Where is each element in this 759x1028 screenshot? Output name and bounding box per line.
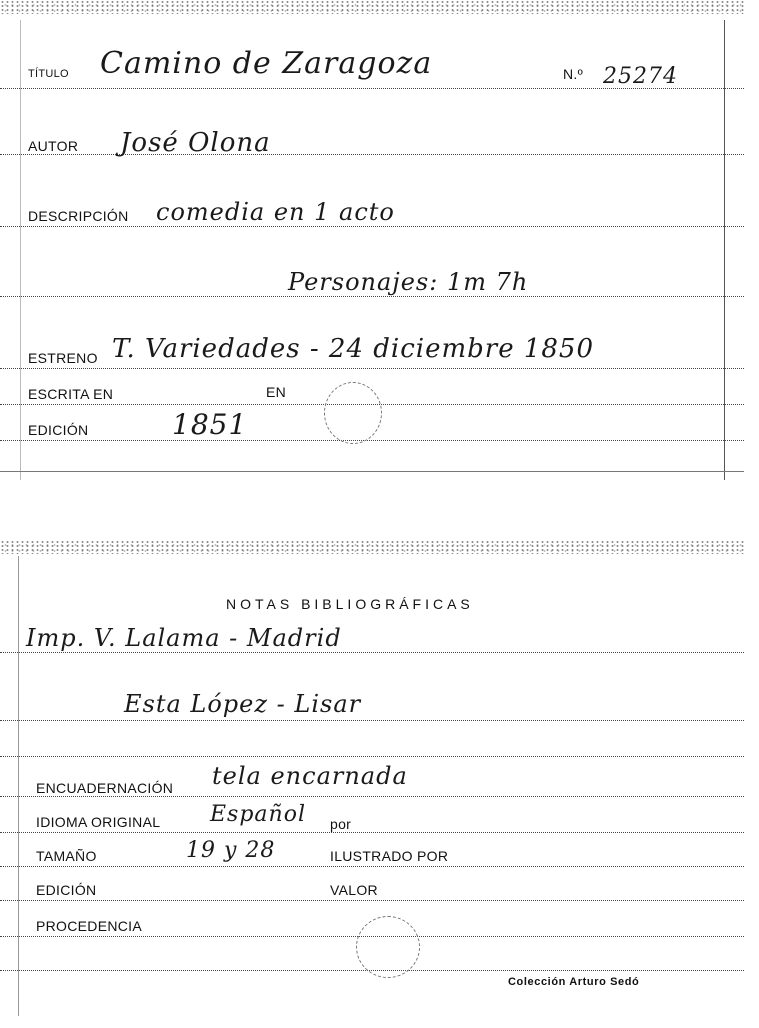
descripcion-value: comedia en 1 acto [156,198,395,226]
catalog-card-top [0,0,744,492]
card-left-border [20,20,21,480]
edicion-label: EDICIÓN [28,422,89,438]
nota-value-2: Esta López - Lisar [124,690,362,718]
notas-heading: NOTAS BIBLIOGRÁFICAS [226,596,474,612]
autor-label: AUTOR [28,138,79,154]
idioma-label: IDIOMA ORIGINAL [36,814,161,830]
valor-label: VALOR [330,882,378,898]
personajes-value: Personajes: 1m 7h [288,268,529,296]
procedencia-label: PROCEDENCIA [36,918,142,934]
idioma-value: Español [210,802,306,827]
card-top-edge [0,0,744,14]
card-bottom-edge [0,540,744,554]
nota-value-1: Imp. V. Lalama - Madrid [26,624,342,652]
estreno-value: T. Variedades - 24 diciembre 1850 [112,334,595,364]
tamano-value: 19 y 28 [186,838,276,863]
nota-row-2 [0,688,744,721]
numero-label: N.º [563,66,584,82]
tamano-label: TAMAÑO [36,848,97,864]
numero-value: 25274 [603,64,678,89]
autor-row [0,124,744,155]
card-right-border [724,20,725,480]
card-top-bottom-edge [0,470,744,472]
blank-row [0,752,744,757]
ilustrado-label: ILUSTRADO POR [330,848,449,864]
estreno-label: ESTRENO [28,350,98,366]
stamp-seal [356,916,420,978]
autor-value: José Olona [120,128,271,158]
en-label: EN [266,384,287,400]
catalog-card-bottom [0,540,744,1028]
edicion-label: EDICIÓN [36,882,97,898]
coleccion-credit: Colección Arturo Sedó [508,976,640,988]
encuadernacion-value: tela encarnada [212,762,408,790]
descripcion-label: DESCRIPCIÓN [28,208,129,224]
edicion-value: 1851 [172,408,248,441]
escrita-label: ESCRITA EN [28,386,114,402]
encuadernacion-label: ENCUADERNACIÓN [36,780,174,796]
stamp-seal [324,382,382,444]
titulo-label: TÍTULO [28,68,69,80]
por-label: por [330,816,352,832]
titulo-value: Camino de Zaragoza [100,46,433,81]
